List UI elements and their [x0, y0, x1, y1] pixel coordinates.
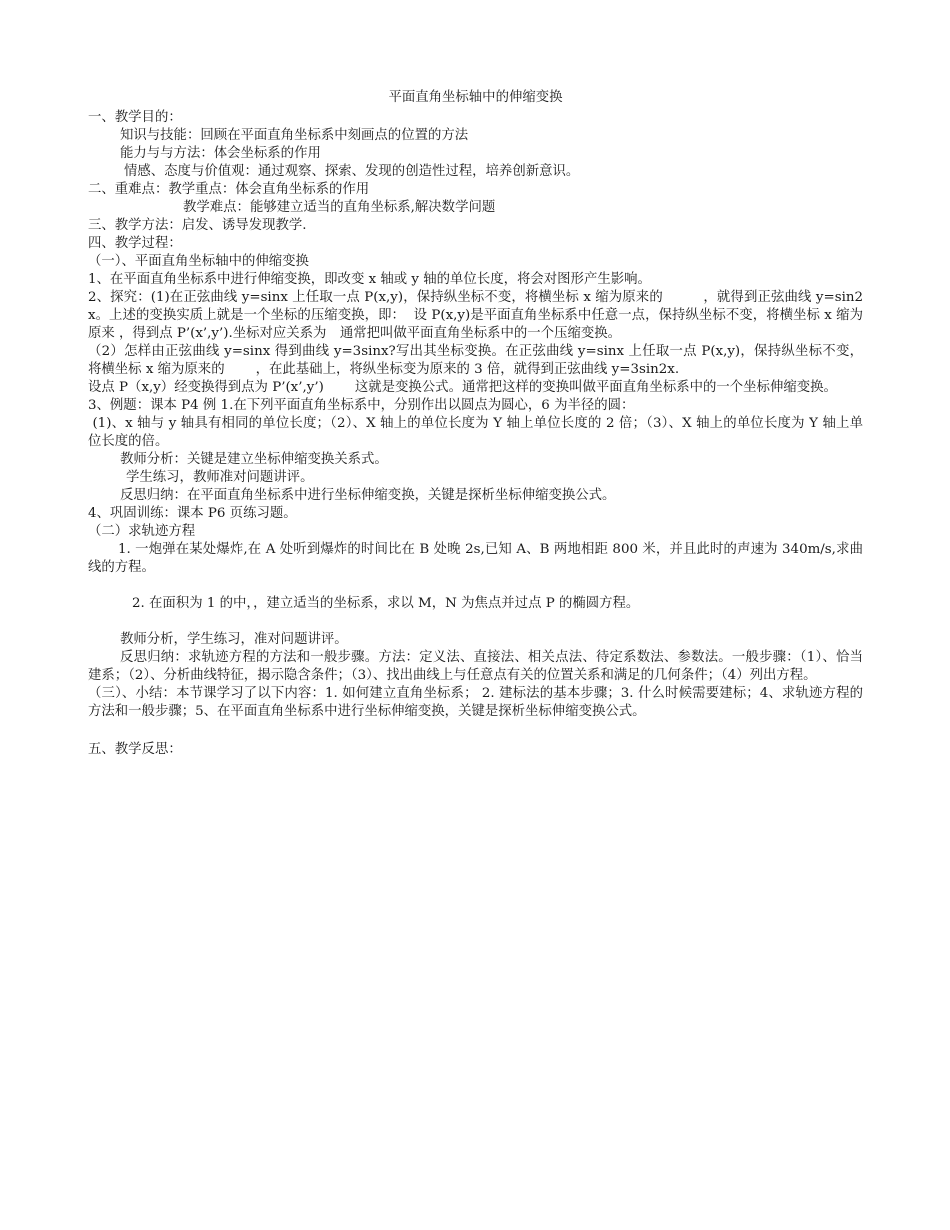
goal-knowledge: 知识与技能：回顾在平面直角坐标系中刻画点的位置的方法 [120, 128, 469, 143]
problem-1: 1. 一炮弹在某处爆炸,在 A 处听到爆炸的时间比在 B 处晚 2s,已知 A、B 两地相距 800 米，并且此时的声速为 340m/s,求曲线的方程。 [88, 542, 863, 575]
example-cases: (1)、x 轴与 y 轴具有相同的单位长度；（2）、X 轴上的单位长度为 Y 轴上单位长度的 2 倍；（3）、X 轴上的单位长度为 Y 轴上单位长度的倍。 [88, 416, 863, 449]
part-2-heading: （二）求轨迹方程 [88, 524, 196, 539]
exercise-paragraph: 4、巩固训练：课本 P6 页练习题。 [88, 506, 297, 521]
section-3-method: 三、教学方法：启发、诱导发现教学. [88, 218, 307, 233]
section-4-heading: 四、教学过程： [88, 236, 182, 251]
goal-ability: 能力与与方法：体会坐标系的作用 [120, 146, 321, 161]
student-practice: 学生练习，教师准对问题讲评。 [126, 470, 314, 485]
reflection-2: 反思归纳：求轨迹方程的方法和一般步骤。方法：定义法、直接法、相关点法、待定系数法、参数法。一般步骤：（1）、恰当建系；（2）、分析曲线特征，揭示隐含条件；（3）、找出曲线上与任意点有关的位置关系和满足的几何条件；（4）列出方程。 [88, 650, 863, 683]
summary-paragraph: （三）、小结：本节课学习了以下内容：1. 如何建立直角坐标系； 2. 建标法的基本步骤；3. 什么时候需要建标；4、求轨迹方程的方法和一般步骤；5、在平面直角坐标系中进行坐标伸缩变换，关键是探析坐标伸缩变换公式。 [88, 686, 863, 719]
goal-emotion: 情感、态度与价值观：通过观察、探索、发现的创造性过程，培养创新意识。 [124, 164, 580, 179]
section-2-heading: 二、重难点：教学重点：体会直角坐标系的作用 [88, 182, 370, 197]
reflection: 反思归纳：在平面直角坐标系中进行坐标伸缩变换，关键是探析坐标伸缩变换公式。 [120, 488, 616, 503]
section-5-heading: 五、教学反思： [88, 742, 182, 757]
teacher-analysis: 教师分析：关键是建立坐标伸缩变换关系式。 [120, 452, 388, 467]
section-1-heading: 一、教学目的： [88, 110, 182, 125]
paragraph: 设点 P（x,y）经变换得到点为 P’(x’,y’) 这就是变换公式。通常把这样的变换叫做平面直角坐标系中的一个坐标伸缩变换。 [88, 380, 837, 395]
problem-2: 2. 在面积为 1 的中，，建立适当的坐标系，求以 M，N 为焦点并过点 P 的椭圆方程。 [132, 596, 640, 611]
teacher-analysis-2: 教师分析，学生练习，准对问题讲评。 [120, 632, 348, 647]
teaching-difficulty: 教学难点：能够建立适当的直角坐标系,解决数学问题 [183, 200, 496, 215]
paragraph: （2）怎样由正弦曲线 y=sinx 得到曲线 y=3sinx?写出其坐标变换。在正弦曲线 y=sinx 上任取一点 P(x,y)，保持纵坐标不变，将横坐标 x 缩为原来的 ，在此基础上，将纵坐标变为原来的 3 倍，就得到正弦曲线 y=3sin2x. [88, 344, 863, 377]
example-paragraph: 3、例题：课本 P4 例 1.在下列平面直角坐标系中，分别作出以圆点为圆心，6 为半径的圆： [88, 398, 635, 413]
paragraph: 1、在平面直角坐标系中进行伸缩变换，即改变 x 轴或 y 轴的单位长度，将会对图形产生影响。 [88, 272, 651, 287]
part-1-heading: （一）、平面直角坐标轴中的伸缩变换 [88, 254, 309, 269]
page-title: 平面直角坐标轴中的伸缩变换 [388, 90, 563, 105]
paragraph: 2、探究：(1)在正弦曲线 y=sinx 上任取一点 P(x,y)，保持纵坐标不变，将横坐标 x 缩为原来的 ，就得到正弦曲线 y=sin2x。上述的变换实质上就是一个坐标的压缩变换，即： 设 P(x,y)是平面直角坐标系中任意一点，保持纵坐标不变，将横坐标 x 缩为原来 ，得到点 P’(x’,y’).坐标对应关系为 通常把叫做平面直角坐标系中的一个压缩变换。 [88, 290, 863, 341]
document-body [88, 89, 863, 759]
